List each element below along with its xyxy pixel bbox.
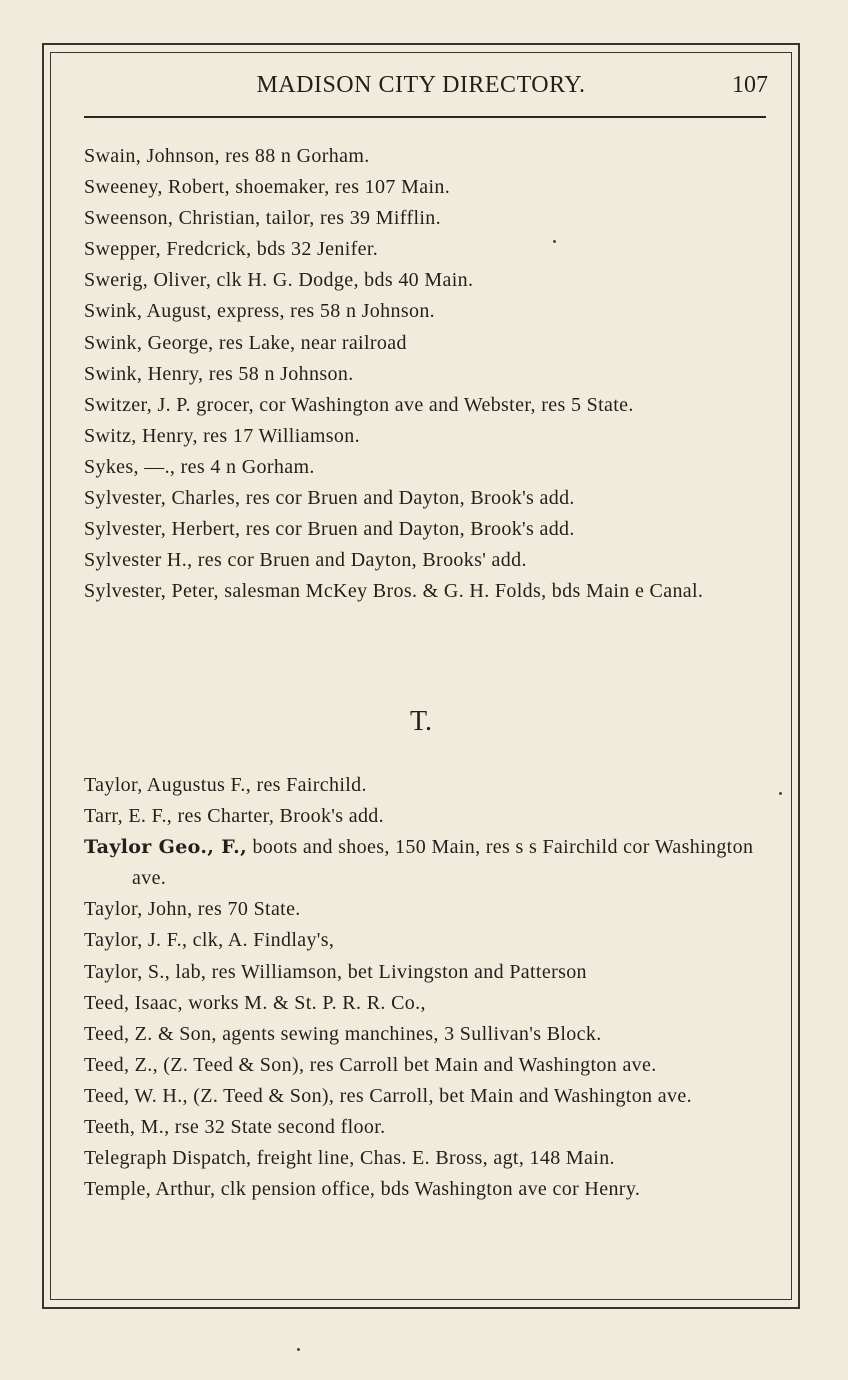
directory-entry [84,1081,774,1112]
entry-text: boots and shoes, 150 Main, res s s Fairchild cor Washington ave. [132,836,759,890]
directory-entry: Sylvester, Herbert, res cor Bruen and Dayton, Brook's add. [84,518,575,541]
entry-text: Temple, Arthur, clk pension office, bds Washington ave cor Henry. [84,1178,641,1201]
directory-entry: Swink, George, res Lake, near railroad [84,331,407,354]
directory-entry: Switz, Henry, res 17 Williamson. [84,424,360,447]
directory-entry [84,988,774,1019]
entry-bold-name: Taylor Geo., F., [84,836,248,859]
header-rule [84,116,766,118]
directory-entry: Swain, Johnson, res 88 n Gorham. [84,145,370,167]
directory-entry: Switzer, J. P. grocer, cor Washington ave and Webster, res 5 State. [84,393,634,416]
entry-text: Telegraph Dispatch, freight line, Chas. E. Bross, agt, 148 Main. [84,1147,615,1170]
directory-entry: Swink, Henry, res 58 n Johnson. [84,362,354,385]
entry-text: Teeth, M., rse 32 State second floor. [84,1116,386,1139]
directory-entry [84,770,774,801]
directory-entries-t [84,770,774,1205]
print-speck [553,240,556,243]
page-number: 107 [732,72,768,98]
entry-text: Taylor, John, res 70 State. [84,898,301,921]
directory-entry [84,832,774,894]
directory-entry [84,894,774,925]
directory-entry: Sykes, —., res 4 n Gorham. [84,455,315,478]
entry-text: Teed, Z., (Z. Teed & Son), res Carroll bet Main and Washington ave. [84,1053,657,1076]
directory-entry [84,925,774,956]
directory-entry [84,1174,774,1205]
section-heading-t: T. [409,706,433,737]
entry-text: Taylor, J. F., clk, A. Findlay's, [84,929,335,952]
directory-entry: Sylvester H., res cor Bruen and Dayton, Brooks' add. [84,549,527,572]
directory-entry: Sweenson, Christian, tailor, res 39 Mifflin. [84,207,441,230]
print-speck [779,792,782,795]
directory-entries-s [84,141,774,607]
directory-entry [84,1143,774,1174]
running-head [50,70,792,100]
directory-entry [84,801,774,832]
entry-text: Teed, Z. & Son, agents sewing manchines, 3 Sullivan's Block. [84,1022,602,1045]
entry-text: Taylor, S., lab, res Williamson, bet Livingston and Patterson [84,960,587,983]
entry-text: Taylor, Augustus F., res Fairchild. [84,774,367,796]
directory-title: MADISON CITY DIRECTORY. [256,72,586,98]
print-speck [297,1348,300,1351]
directory-entry [84,1112,774,1143]
directory-entry [84,1050,774,1081]
directory-entry [84,1019,774,1050]
directory-entry: Swepper, Fredcrick, bds 32 Jenifer. [84,238,379,261]
directory-entry: Swerig, Oliver, clk H. G. Dodge, bds 40 Main. [84,269,474,292]
directory-entry: Sylvester, Charles, res cor Bruen and Dayton, Brook's add. [84,487,575,510]
directory-entry [84,957,774,988]
directory-entry: Swink, August, express, res 58 n Johnson. [84,300,436,323]
directory-entry: Sylvester, Peter, salesman McKey Bros. & G. H. Folds, bds Main e Canal. [84,580,704,603]
entry-text: Teed, W. H., (Z. Teed & Son), res Carroll, bet Main and Washington ave. [84,1084,692,1107]
directory-entry: Sweeney, Robert, shoemaker, res 107 Main. [84,176,451,199]
entry-text: Teed, Isaac, works M. & St. P. R. R. Co., [84,991,426,1014]
entry-text: Tarr, E. F., res Charter, Brook's add. [84,805,385,828]
